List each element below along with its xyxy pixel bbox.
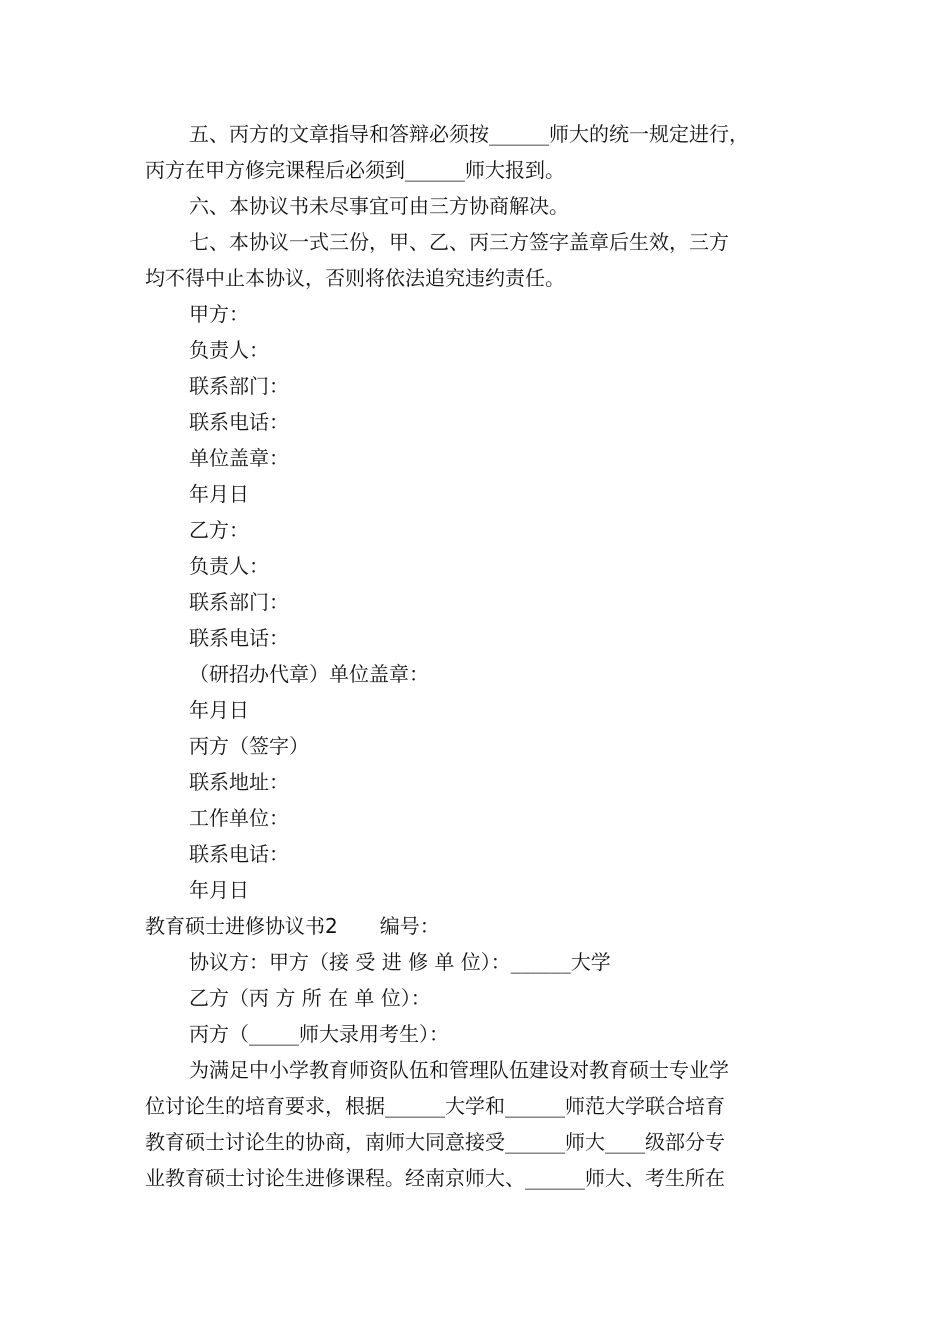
parties-line-1: 协议方：甲方（接 受 进 修 单 位）：______大学 (189, 950, 611, 974)
second-agreement-title: 教育硕士进修协议书2 (145, 914, 338, 938)
party-b-leader: 负责人： (189, 554, 269, 578)
parties-line-2: 乙方（丙 方 所 在 单 位）： (189, 986, 431, 1010)
parties-line-3: 丙方（_____师大录用考生）： (189, 1022, 449, 1046)
clause-5-line-1: 五、丙方的文章指导和答辩必须按______师大的统一规定进行， (189, 122, 749, 146)
party-a-date: 年月日 (189, 482, 249, 506)
party-c-phone: 联系电话： (189, 842, 289, 866)
party-a-department: 联系部门： (189, 374, 289, 398)
party-b-label: 乙方： (189, 518, 249, 542)
preamble-line-1: 为满足中小学教育师资队伍和管理队伍建设对教育硕士专业学 (189, 1058, 729, 1082)
party-c-label: 丙方（签字） (189, 734, 309, 758)
party-a-label: 甲方： (189, 302, 249, 326)
party-b-date: 年月日 (189, 698, 249, 722)
party-b-department: 联系部门： (189, 590, 289, 614)
party-a-phone: 联系电话： (189, 410, 289, 434)
preamble-line-4: 业教育硕士讨论生进修课程。经南京师大、______师大、考生所在 (145, 1166, 725, 1190)
party-c-address: 联系地址： (189, 770, 289, 794)
second-agreement-number-label: 编号： (379, 914, 440, 938)
party-c-date: 年月日 (189, 878, 249, 902)
party-a-leader: 负责人： (189, 338, 269, 362)
clause-6: 六、本协议书未尽事宜可由三方协商解决。 (189, 194, 569, 218)
party-b-phone: 联系电话： (189, 626, 289, 650)
clause-7-line-2: 均不得中止本协议，否则将依法追究违约责任。 (145, 266, 565, 290)
clause-5-line-2: 丙方在甲方修完课程后必须到______师大报到。 (145, 158, 565, 182)
party-a-seal: 单位盖章： (189, 446, 289, 470)
preamble-line-2: 位讨论生的培育要求，根据______大学和______师范大学联合培育 (145, 1094, 725, 1118)
party-c-work-unit: 工作单位： (189, 806, 289, 830)
clause-7-line-1: 七、本协议一式三份，甲、乙、丙三方签字盖章后生效，三方 (189, 230, 729, 254)
document-body (145, 116, 810, 1196)
party-b-seal: （研招办代章）单位盖章： (189, 662, 429, 686)
preamble-line-3: 教育硕士讨论生的协商，南师大同意接受______师大____级部分专 (145, 1130, 725, 1154)
